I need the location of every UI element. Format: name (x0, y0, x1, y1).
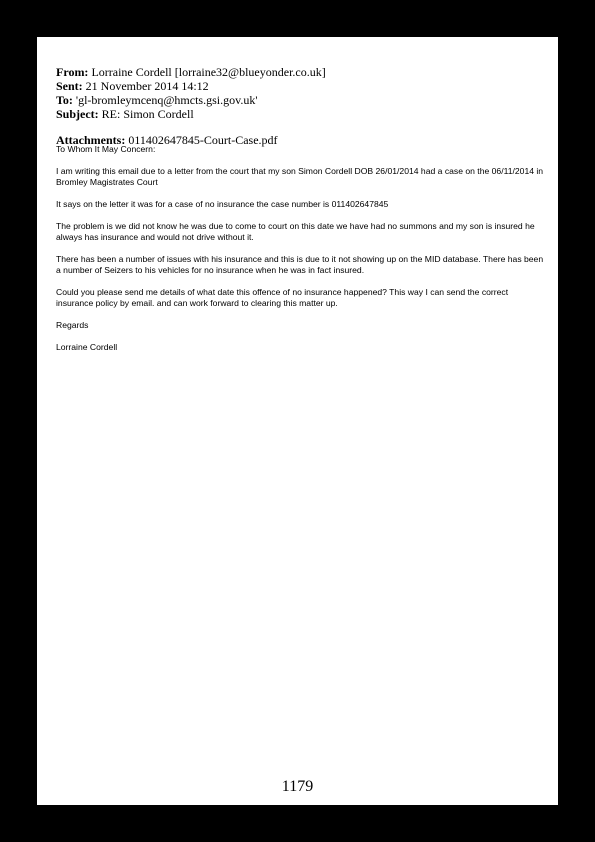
email-header (56, 65, 546, 147)
from-label: From: (56, 65, 89, 79)
from-value: Lorraine Cordell [lorraine32@blueyonder.co.uk] (91, 65, 326, 79)
paragraph-5: Could you please send me details of what date this offence of no insurance happened? This way I can send the correct insurance policy by email. and can work forward to clearing this matter up. (56, 287, 509, 308)
paragraph-3: The problem is we did not know he was due to come to court on this date we have had no summons and my son is insured he always has insurance and would not drive without it. (56, 221, 535, 242)
closing: Regards (56, 320, 89, 330)
subject-value: RE: Simon Cordell (101, 107, 194, 121)
paragraph-2: It says on the letter it was for a case of no insurance the case number is 011402647845 (56, 199, 389, 209)
to-value: 'gl-bromleymcenq@hmcts.gsi.gov.uk' (75, 93, 258, 107)
document-page (37, 37, 558, 805)
sent-label: Sent: (56, 79, 83, 93)
salutation: To Whom It May Concern: (56, 144, 156, 154)
to-label: To: (56, 93, 73, 107)
subject-label: Subject: (56, 107, 99, 121)
paragraph-1: I am writing this email due to a letter from the court that my son Simon Cordell DOB 26/01/2014 had a case on the 06/11/2014 in Bromley Magistrates Court (56, 166, 544, 187)
signature: Lorraine Cordell (56, 342, 118, 352)
email-body (56, 144, 546, 364)
from-row (56, 65, 546, 79)
sent-value: 21 November 2014 14:12 (85, 79, 209, 93)
sent-row (56, 79, 546, 93)
page-number: 1179 (281, 778, 314, 795)
to-row (56, 93, 546, 107)
attachments-value: 011402647845-Court-Case.pdf (128, 133, 278, 147)
attachments-label: Attachments: (56, 133, 126, 147)
subject-row (56, 107, 546, 121)
paragraph-4: There has been a number of issues with his insurance and this is due to it not showing up on the MID database. There has been a number of Seizers to his vehicles for no insurance when he was in fact insured. (56, 254, 544, 275)
